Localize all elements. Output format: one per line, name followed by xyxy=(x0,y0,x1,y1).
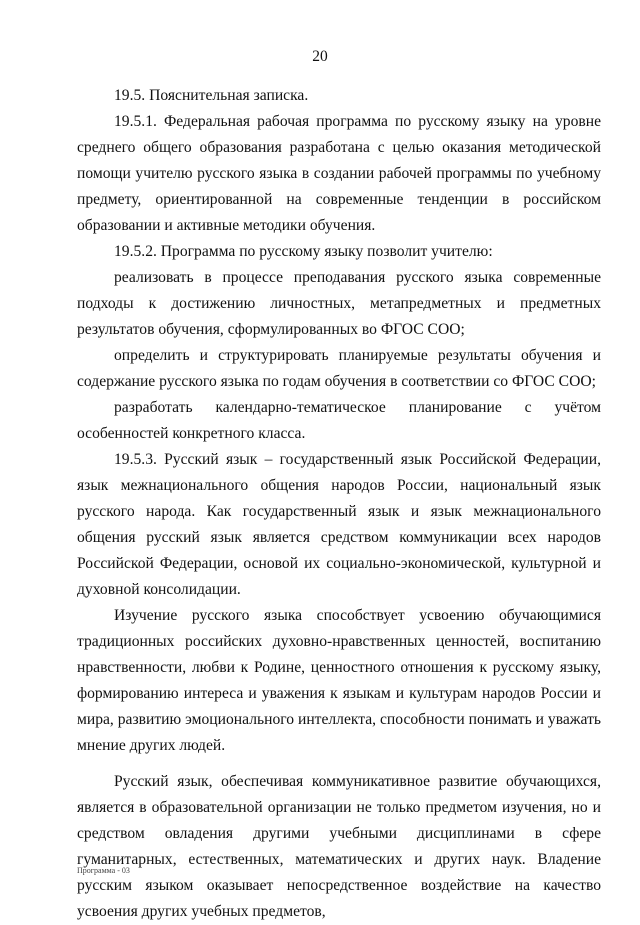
list-item: реализовать в процессе преподавания русского языка современные подходы к достижению личностных, метапредметных и предметных результатов обучения, сформулированных во ФГОС СОО; xyxy=(77,269,601,338)
document-body xyxy=(77,83,601,925)
footer-note: Программа - 03 xyxy=(77,866,130,875)
list-item: определить и структурировать планируемые результаты обучения и содержание русского языка по годам обучения в соответствии со ФГОС СОО; xyxy=(77,347,601,390)
paragraph: 19.5.1. Федеральная рабочая программа по русскому языку на уровне среднего общего образования разработана с целью оказания методической помощи учителю русского языка в создании рабочей программы по учебному предмету, ориентированной на современные тенденции в российском образовании и активные методики обучения. xyxy=(77,113,601,234)
list-item: разработать календарно-тематическое планирование с учётом особенностей конкретного класса. xyxy=(77,399,601,442)
page-number: 20 xyxy=(312,48,328,65)
section-heading: 19.5. Пояснительная записка. xyxy=(114,87,309,104)
paragraph: 19.5.2. Программа по русскому языку позволит учителю: xyxy=(114,243,493,260)
paragraph: Изучение русского языка способствует усвоению обучающимися традиционных российских духовно-нравственных ценностей, воспитанию нравственности, любви к Родине, ценностного отношения к русскому языку, формированию интереса и уважения к языкам и культурам народов России и мира, развитию эмоционального интеллекта, способности понимать и уважать мнение других людей. xyxy=(77,607,601,754)
paragraph: 19.5.3. Русский язык – государственный язык Российской Федерации, язык межнационального общения народов России, национальный язык русского народа. Как государственный язык и язык межнационального общения русский язык является средством коммуникации всех народов Российской Федерации, основой их социально-экономической, культурной и духовной консолидации. xyxy=(77,451,601,598)
paragraph: Русский язык, обеспечивая коммуникативное развитие обучающихся, является в образовательной организации не только предметом изучения, но и средством овладения другими учебными дисциплинами в сфере гуманитарных, естественных, математических и других наук. Владение русским языком оказывает непосредственное воздействие на качество усвоения других учебных предметов, xyxy=(77,773,601,920)
